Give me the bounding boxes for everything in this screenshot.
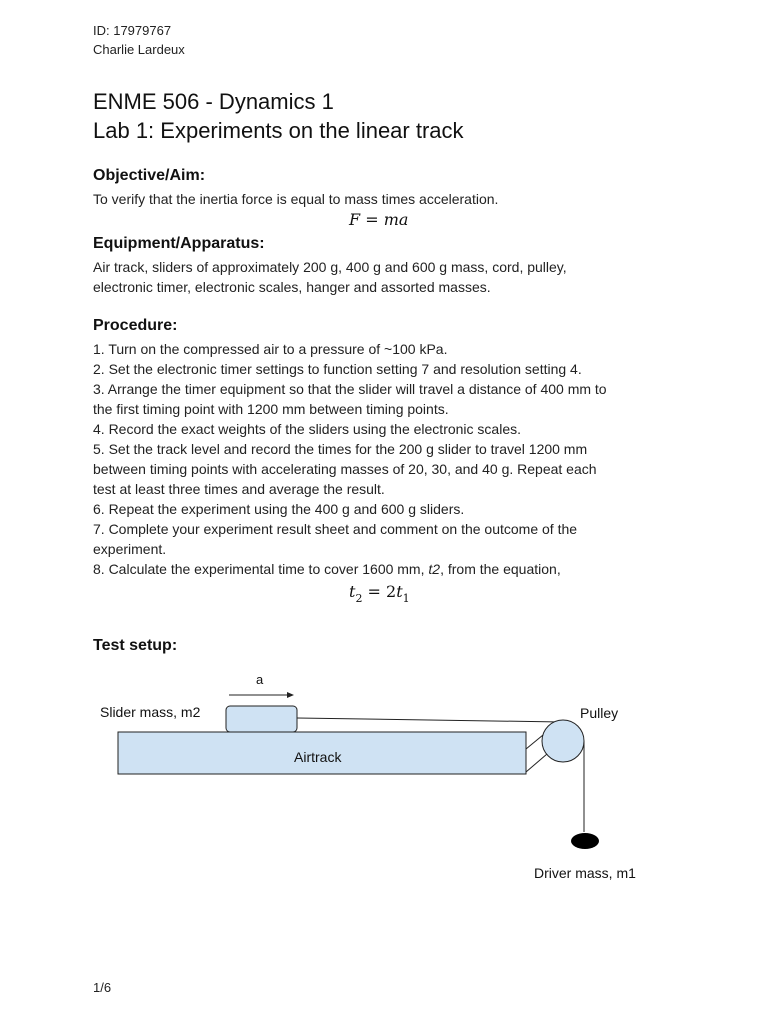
objective-equation [349,210,408,229]
test-setup-heading: Test setup: [93,637,178,654]
page-number: 1/6 [93,980,112,995]
procedure-step: experiment. [93,541,167,557]
objective-text: To verify that the inertia force is equal to mass times acceleration. [93,191,499,207]
equipment-heading: Equipment/Apparatus: [93,235,265,252]
procedure-step: the first timing point with 1200 mm between timing points. [93,401,449,417]
pulley-label: Pulley [580,705,619,721]
eq-rhs: ma [383,210,409,229]
procedure-step: 2. Set the electronic timer settings to function setting 7 and resolution setting 4. [93,361,582,377]
test-setup-diagram [0,660,768,890]
procedure-step-8 [93,559,561,579]
eq-coef: 2 [386,582,397,601]
driver-mass [571,833,599,849]
procedure-step: between timing points with accelerating masses of 20, 30, and 40 g. Repeat each [93,461,597,477]
eq-lhs: F [349,210,361,229]
procedure-step: test at least three times and average the result. [93,481,385,497]
objective-heading: Objective/Aim: [93,167,206,184]
student-name: Charlie Lardeux [93,42,185,57]
accel-arrowhead [287,692,294,698]
student-id: ID: 17979767 [93,23,172,38]
eq-rhs-sub: 1 [402,592,410,605]
eq-op: = [367,582,381,601]
equipment-line-2: electronic timer, electronic scales, hanger and assorted masses. [93,279,491,295]
procedure-step: 3. Arrange the timer equipment so that the slider will travel a distance of 400 mm to [93,381,607,397]
airtrack-label: Airtrack [294,749,342,765]
equipment-line-1: Air track, sliders of approximately 200 g, 400 g and 600 g mass, cord, pulley, [93,259,567,275]
accel-label: a [256,672,264,687]
eq-rhs-var: t [396,582,403,601]
pulley-wheel [542,720,584,762]
lab-title: Lab 1: Experiments on the linear track [93,118,464,143]
procedure-heading: Procedure: [93,317,178,334]
cord-horizontal [297,718,562,722]
driver-label: Driver mass, m1 [534,865,636,881]
course-title: ENME 506 - Dynamics 1 [93,89,334,114]
pulley-support-lower [526,754,547,772]
slider-block [226,706,297,732]
procedure-step: 4. Record the exact weights of the sliders using the electronic scales. [93,421,521,437]
eq-lhs-var: t [349,582,356,601]
time-equation [349,582,410,605]
procedure-step: 5. Set the track level and record the times for the 200 g slider to travel 1200 mm [93,441,588,457]
pulley-support-upper [526,735,543,749]
procedure-step: 1. Turn on the compressed air to a pressure of ~100 kPa. [93,341,448,357]
eq-op: = [365,210,379,229]
step-8-suffix: , from the equation, [440,561,561,577]
eq-lhs-sub: 2 [355,592,363,605]
procedure-step: 6. Repeat the experiment using the 400 g and 600 g sliders. [93,501,465,517]
slider-label: Slider mass, m2 [100,704,201,720]
procedure-step: 7. Complete your experiment result sheet and comment on the outcome of the [93,521,578,537]
step-8-variable: t2 [428,561,441,577]
step-8-prefix: 8. Calculate the experimental time to cover 1600 mm, [93,561,429,577]
